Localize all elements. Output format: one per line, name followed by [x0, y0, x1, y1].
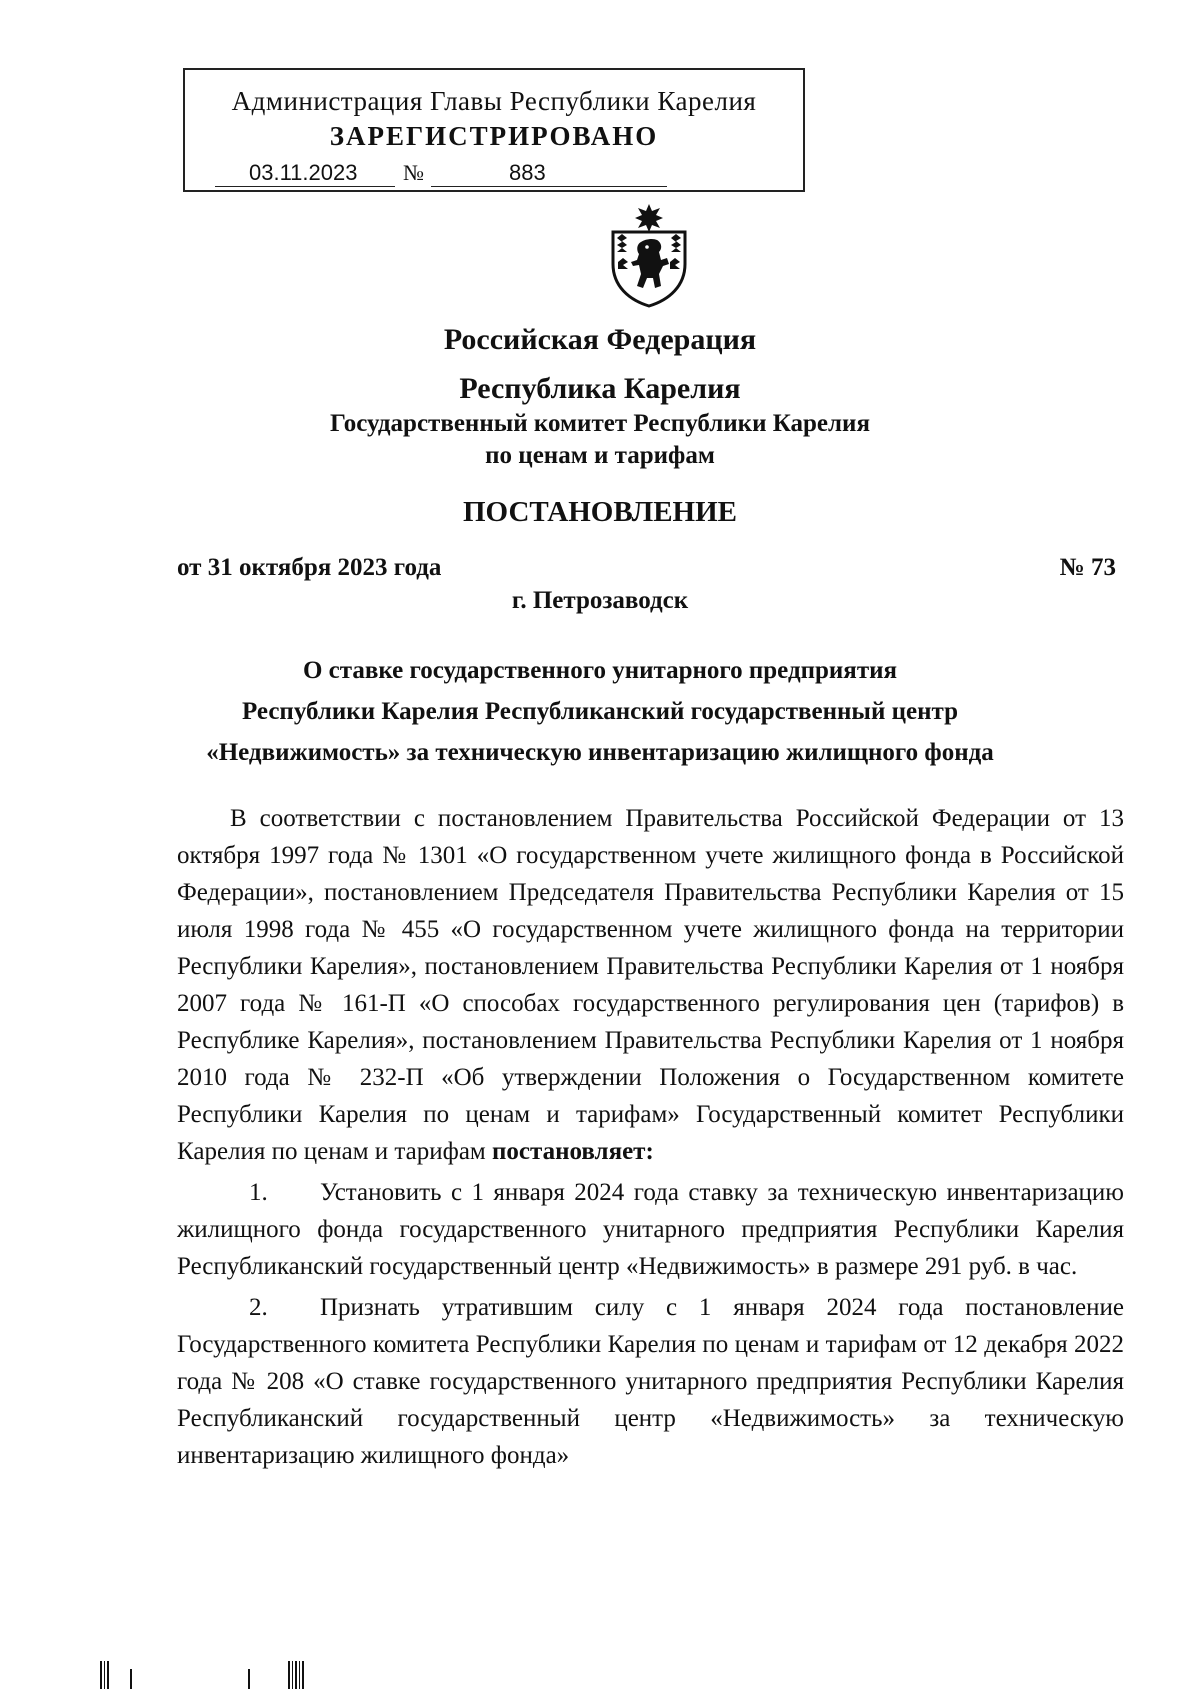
stamp-number: 883	[509, 160, 546, 185]
subject-line: Республики Карелия Республиканский государственный центр	[241, 698, 958, 725]
preamble-paragraph	[177, 800, 1124, 1170]
committee-title-line1: Государственный комитет Республики Карелия	[330, 410, 870, 437]
clause-item	[177, 1289, 1124, 1474]
karelia-coat-of-arms-icon	[603, 202, 695, 308]
document-date: от 31 октября 2023 года	[177, 554, 442, 581]
subject-line: О ставке государственного унитарного предприятия	[302, 657, 898, 684]
committee-title-line2: по ценам и тарифам	[485, 442, 715, 469]
country-title: Российская Федерация	[443, 323, 757, 356]
stamp-registered: ЗАРЕГИСТРИРОВАНО	[329, 121, 659, 151]
clause-text: Признать утратившим силу с 1 января 2024 года постановление Государственного комитета Республики Карелия по ценам и тарифам от 12 декабря 2022 года № 208 «О ставке государственного унитарного предприятия Республики Карелия Республиканский государственный центр «Недвижимость» за техническую инвентаризацию жилищного фонда»	[177, 1294, 1124, 1469]
clause-number: 2.	[249, 1294, 268, 1321]
preamble-text: В соответствии с постановлением Правительства Российской Федерации от 13 октября 1997 года № 1301 «О государственном учете жилищного фонда в Российской Федерации», постановлением Председателя Правительства Республики Карелия от 15 июля 1998 года № 455 «О государственном учете жилищного фонда на территории Республики Карелия», постановлением Правительства Республики Карелия от 1 ноября 2007 года № 161-П «О способах государственного регулирования цен (тарифов) в Республике Карелия», постановлением Правительства Республики Карелия от 1 ноября 2010 года № 232-П «Об утверждении Положения о Государственном комитете Республики Карелия по ценам и тарифам» Государственный комитет Республики Карелия по ценам и тарифам	[177, 805, 1124, 1165]
document-subject	[150, 650, 1050, 773]
barcode-mark	[248, 1661, 318, 1689]
barcode-mark	[100, 1661, 140, 1689]
republic-title: Республика Карелия	[459, 372, 741, 405]
clause-text: Установить с 1 января 2024 года ставку за техническую инвентаризацию жилищного фонда государственного унитарного предприятия Республики Карелия Республиканский государственный центр «Недвижимость» в размере 291 руб. в час.	[177, 1179, 1124, 1280]
subject-line: «Недвижимость» за техническую инвентаризацию жилищного фонда	[206, 739, 994, 766]
clause-item	[177, 1174, 1124, 1285]
document-type: ПОСТАНОВЛЕНИЕ	[462, 496, 737, 528]
stamp-underline	[431, 186, 667, 187]
registration-stamp	[183, 68, 805, 190]
clause-number: 1.	[249, 1179, 268, 1206]
stamp-authority: Администрация Главы Республики Карелия	[231, 86, 757, 116]
document-city: г. Петрозаводск	[511, 587, 689, 614]
document-body	[177, 800, 1124, 1474]
stamp-date: 03.11.2023	[249, 160, 358, 185]
document-number: № 73	[1059, 554, 1116, 581]
stamp-underline	[215, 186, 395, 187]
stamp-bottom-border	[183, 190, 805, 192]
resolves-colon: :	[645, 1138, 654, 1165]
stamp-number-sign: №	[403, 160, 424, 185]
resolves-word: постановляет	[492, 1138, 646, 1165]
